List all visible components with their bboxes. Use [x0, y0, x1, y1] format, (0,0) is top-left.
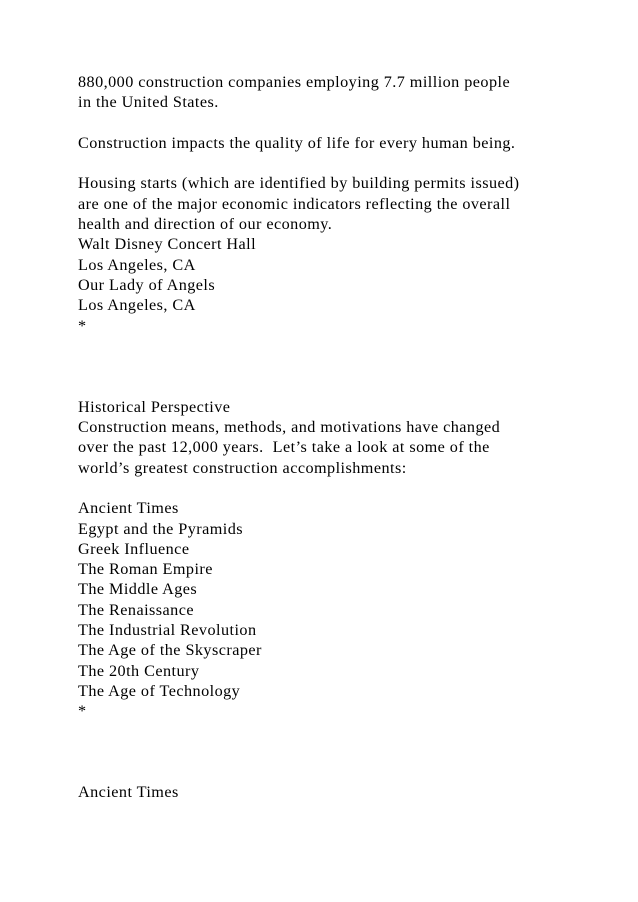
blank-line [78, 742, 618, 762]
text-line: world’s greatest construction accomplishments: [78, 458, 407, 477]
text-line: Greek Influence [78, 539, 190, 558]
text-line: The Industrial Revolution [78, 621, 257, 640]
text-line: Ancient Times [78, 783, 179, 802]
blank-line [78, 478, 618, 498]
text-line: * [78, 702, 87, 721]
text-line: Construction impacts the quality of life for every human being. [78, 133, 516, 152]
text-line: Housing starts (which are identified by building permits issued) [78, 174, 520, 193]
text-line: The Age of the Skyscraper [78, 641, 262, 660]
blank-line [78, 376, 618, 396]
blank-line [78, 153, 618, 173]
text-line: Egypt and the Pyramids [78, 519, 244, 538]
text-line: in the United States. [78, 93, 219, 112]
text-line: Walt Disney Concert Hall [78, 235, 257, 254]
blank-line [78, 113, 618, 133]
text-line: over the past 12,000 years. Let’s take a look at some of the [78, 438, 490, 457]
text-line: 880,000 construction companies employing 7.7 million people [78, 73, 511, 91]
blank-line [78, 722, 618, 742]
text-line: Los Angeles, CA [78, 255, 196, 274]
text-line: The Roman Empire [78, 560, 213, 579]
blank-line [78, 336, 618, 356]
text-line: Historical Perspective [78, 397, 231, 416]
text-line: Ancient Times [78, 499, 179, 518]
text-line: Los Angeles, CA [78, 296, 196, 315]
text-line: are one of the major economic indicators reflecting the overall [78, 194, 511, 213]
text-line: Our Lady of Angels [78, 275, 216, 294]
text-line: The Middle Ages [78, 580, 198, 599]
document-page [78, 72, 618, 803]
text-line: The Age of Technology [78, 681, 241, 700]
text-line: The 20th Century [78, 661, 200, 680]
text-line: Construction means, methods, and motivations have changed [78, 418, 501, 437]
text-line: * [78, 316, 87, 335]
blank-line [78, 356, 618, 376]
text-line: The Renaissance [78, 600, 194, 619]
text-line: health and direction of our economy. [78, 215, 333, 234]
blank-line [78, 762, 618, 782]
